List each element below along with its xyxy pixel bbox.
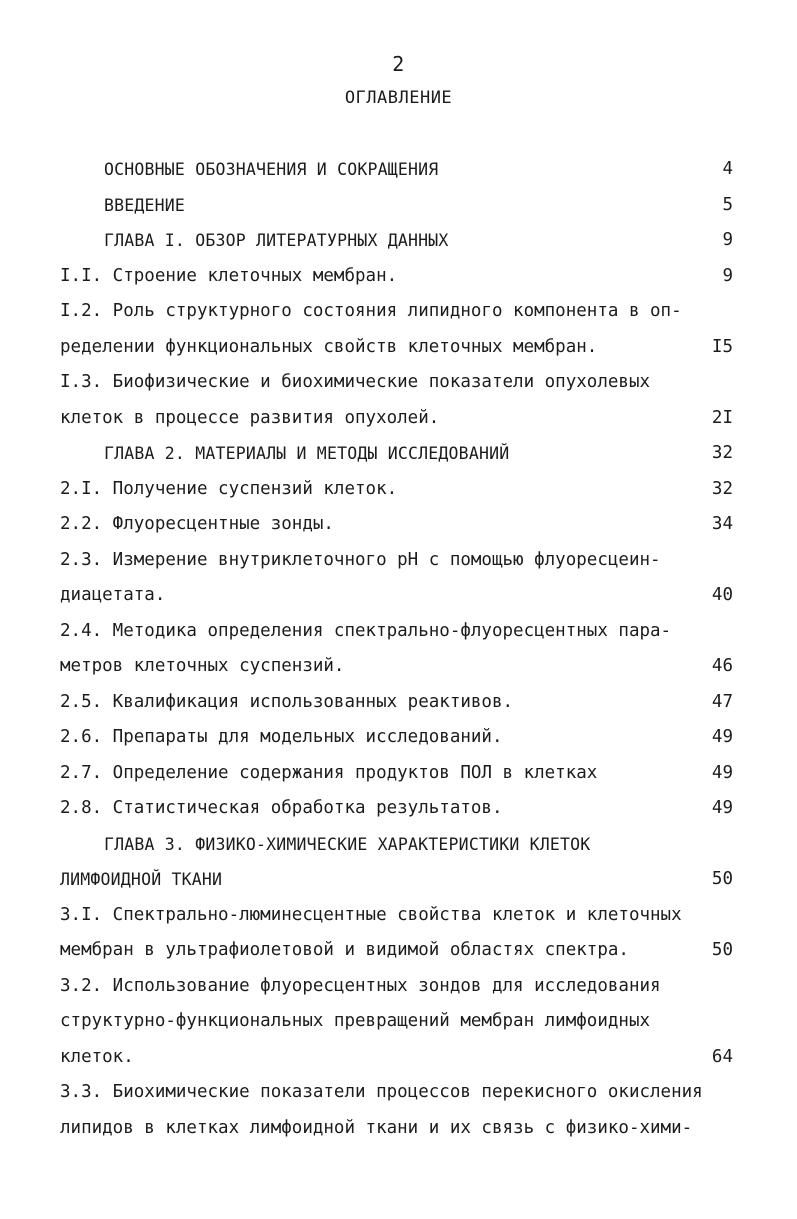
toc-entry-text: мембран в ультрафиолетовой и видимой областях спектра. xyxy=(60,940,629,960)
toc-section-3-1 xyxy=(0,898,797,934)
page-number: 2 xyxy=(392,52,405,76)
toc-section-2-8 xyxy=(0,791,797,827)
toc-entry-page: 34 xyxy=(711,514,733,534)
toc-section-3-2 xyxy=(0,969,797,1005)
toc-section-3-2-cont2 xyxy=(0,1040,797,1076)
toc-entry-text: диацетата. xyxy=(60,585,166,605)
toc-chapter-2 xyxy=(0,436,797,472)
toc-entry-text: 2.I. Получение суспензий клеток. xyxy=(60,478,398,499)
toc-entry-text: 3.2. Использование флуоресцентных зондов для исследования xyxy=(60,975,661,996)
toc-entry-page: 46 xyxy=(711,656,733,676)
toc-section-3-3-cont xyxy=(0,1111,797,1147)
toc-entry-text: 2.8. Статистическая обработка результатов. xyxy=(60,798,503,818)
toc-entry-text: клеток. xyxy=(60,1046,134,1067)
toc-entry-text: 2.7. Определение содержания продуктов ПОЛ в клетках xyxy=(60,762,598,783)
toc-entry-text: 3.3. Биохимические показатели процессов перекисного окисления xyxy=(60,1082,703,1102)
toc-section-1-1 xyxy=(0,259,797,295)
toc-section-3-3 xyxy=(0,1075,797,1111)
toc-entry-text: ВВЕДЕНИЕ xyxy=(104,195,186,215)
toc-list xyxy=(0,152,797,1146)
toc-entry-text: ГЛАВА 2. МАТЕРИАЛЫ И МЕТОДЫ ИССЛЕДОВАНИЙ xyxy=(104,444,510,463)
toc-entry-text: ределении функциональных свойств клеточных мембран. xyxy=(60,336,598,357)
toc-entry-text: I.2. Роль структурного состояния липидного компонента в оп- xyxy=(60,301,682,321)
toc-section-1-3-cont xyxy=(0,401,797,437)
toc-section-1-3 xyxy=(0,365,797,401)
toc-title: ОГЛАВЛЕНИЕ xyxy=(344,88,453,108)
toc-entry-page: 4 xyxy=(722,159,733,179)
toc-entry-text: структурно-функциональных превращений мембран лимфоидных xyxy=(60,1011,651,1031)
toc-entry-text: клеток в процессе развития опухолей. xyxy=(60,407,440,428)
toc-section-2-2 xyxy=(0,507,797,543)
toc-entry-page: 32 xyxy=(711,443,733,463)
toc-entry-page: 49 xyxy=(711,798,733,818)
toc-section-2-5 xyxy=(0,685,797,721)
toc-entry-text: 2.3. Измерение внутриклеточного pH с помощью флуоресцеин- xyxy=(60,549,661,570)
toc-entry-text: 2.6. Препараты для модельных исследований. xyxy=(60,727,503,747)
toc-section-3-1-cont xyxy=(0,933,797,969)
toc-entry-introduction xyxy=(0,188,797,224)
toc-entry-text: 2.5. Квалификация использованных реактивов. xyxy=(60,691,514,712)
toc-section-2-7 xyxy=(0,756,797,792)
toc-entry-text: 3.I. Спектрально-люминесцентные свойства клеток и клеточных xyxy=(60,904,682,925)
toc-entry-page: 40 xyxy=(711,585,733,605)
toc-chapter-3-cont xyxy=(0,862,797,898)
toc-entry-page: 9 xyxy=(722,230,733,250)
toc-entry-page: 2I xyxy=(711,407,733,428)
toc-chapter-1 xyxy=(0,223,797,259)
toc-section-1-2-cont xyxy=(0,330,797,366)
toc-section-2-3 xyxy=(0,543,797,579)
toc-entry-page: 49 xyxy=(711,762,733,783)
toc-entry-text: липидов в клетках лимфоидной ткани и их связь с физико-хими- xyxy=(60,1117,693,1138)
toc-entry-text: 2.4. Методика определения спектрально-флуоресцентных пара- xyxy=(60,620,672,641)
toc-section-2-1 xyxy=(0,472,797,508)
toc-entry-page: I5 xyxy=(711,336,733,357)
toc-entry-page: 50 xyxy=(711,869,733,889)
toc-entry-page: 50 xyxy=(711,940,733,960)
toc-section-3-2-cont xyxy=(0,1004,797,1040)
toc-entry-page: 5 xyxy=(722,194,733,215)
toc-entry-page: 47 xyxy=(711,691,733,712)
toc-section-2-4 xyxy=(0,614,797,650)
toc-entry-text: ОСНОВНЫЕ ОБОЗНАЧЕНИЯ И СОКРАЩЕНИЯ xyxy=(104,160,439,179)
toc-entry-text: ГЛАВА I. ОБЗОР ЛИТЕРАТУРНЫХ ДАННЫХ xyxy=(104,231,449,250)
toc-entry-text: ЛИМФОИДНОЙ ТКАНИ xyxy=(60,870,223,889)
toc-entry-page: 32 xyxy=(711,478,733,499)
toc-entry-text: I.I. Строение клеточных мембран. xyxy=(60,265,398,286)
toc-entry-page: 9 xyxy=(722,265,733,286)
toc-section-2-3-cont xyxy=(0,578,797,614)
toc-entry-page: 64 xyxy=(711,1046,733,1067)
toc-entry-text: метров клеточных суспензий. xyxy=(60,656,345,676)
toc-section-2-4-cont xyxy=(0,649,797,685)
toc-entry-text: ГЛАВА 3. ФИЗИКО-ХИМИЧЕСКИЕ ХАРАКТЕРИСТИКИ КЛЕТОК xyxy=(104,834,591,854)
toc-entry-text: I.3. Биофизические и биохимические показатели опухолевых xyxy=(60,372,651,392)
toc-section-2-6 xyxy=(0,720,797,756)
toc-entry-text: 2.2. Флуоресцентные зонды. xyxy=(60,514,334,534)
toc-chapter-3 xyxy=(0,827,797,863)
toc-section-1-2 xyxy=(0,294,797,330)
toc-entry-abbreviations xyxy=(0,152,797,188)
toc-entry-page: 49 xyxy=(711,727,733,747)
